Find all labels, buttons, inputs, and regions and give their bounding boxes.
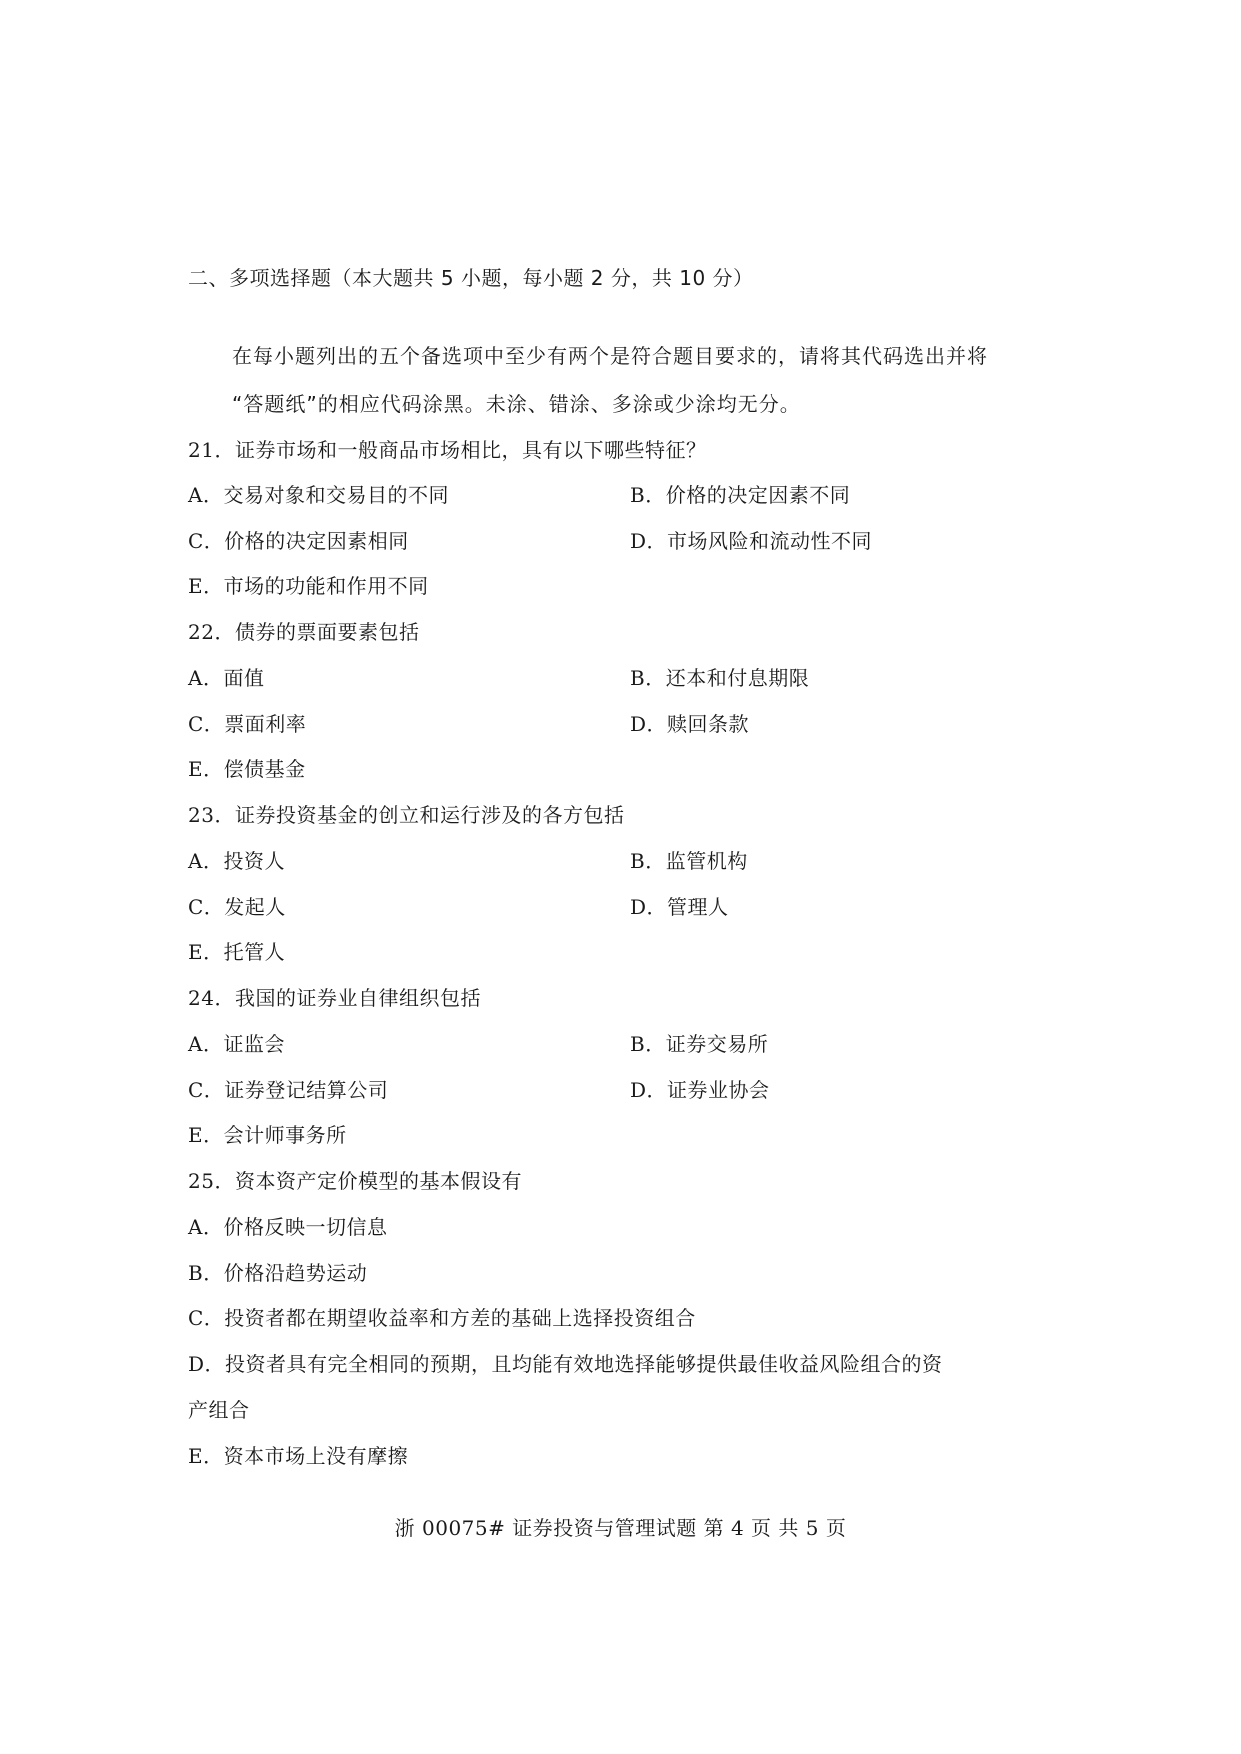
question-22-option-b: B．还本和付息期限 — [630, 666, 810, 690]
question-21-option-e: E．市场的功能和作用不同 — [188, 574, 429, 598]
question-24-option-b: B．证券交易所 — [630, 1032, 769, 1056]
question-22-stem: 22．债券的票面要素包括 — [188, 620, 420, 644]
question-25-option-e: E．资本市场上没有摩擦 — [188, 1444, 409, 1468]
page-footer: 浙 00075# 证券投资与管理试题 第 4 页 共 5 页 — [394, 1516, 847, 1540]
question-22-option-d: D．赎回条款 — [630, 712, 750, 736]
question-25-option-d-line-1: D．投资者具有完全相同的预期，且均能有效地选择能够提供最佳收益风险组合的资 — [188, 1352, 943, 1376]
question-24-option-a: A．证监会 — [188, 1032, 285, 1056]
question-21-option-c: C．价格的决定因素相同 — [188, 529, 409, 553]
question-25-option-a: A．价格反映一切信息 — [188, 1215, 388, 1239]
question-21-stem: 21．证券市场和一般商品市场相比，具有以下哪些特征？ — [188, 438, 707, 462]
question-23-stem: 23．证券投资基金的创立和运行涉及的各方包括 — [188, 803, 625, 827]
question-23-option-c: C．发起人 — [188, 895, 286, 919]
question-21-option-b: B．价格的决定因素不同 — [630, 483, 851, 507]
question-23-option-d: D．管理人 — [630, 895, 729, 919]
question-24-stem: 24．我国的证券业自律组织包括 — [188, 986, 481, 1010]
question-21-option-d: D．市场风险和流动性不同 — [630, 529, 873, 553]
question-22-option-a: A．面值 — [188, 666, 265, 690]
question-24-option-e: E．会计师事务所 — [188, 1123, 347, 1147]
question-23-option-a: A．投资人 — [188, 849, 285, 873]
question-22-option-e: E．偿债基金 — [188, 757, 306, 781]
question-25-option-c: C．投资者都在期望收益率和方差的基础上选择投资组合 — [188, 1306, 696, 1330]
question-23-option-e: E．托管人 — [188, 940, 286, 964]
question-24-option-d: D．证券业协会 — [630, 1078, 770, 1102]
question-23-option-b: B．监管机构 — [630, 849, 748, 873]
question-24-option-c: C．证券登记结算公司 — [188, 1078, 389, 1102]
section-title: 二、多项选择题（本大题共 5 小题，每小题 2 分，共 10 分） — [188, 266, 754, 290]
question-21-option-a: A．交易对象和交易目的不同 — [188, 483, 449, 507]
section-instruction-line-2: “答题纸”的相应代码涂黑。未涂、错涂、多涂或少涂均无分。 — [232, 392, 801, 416]
question-25-stem: 25．资本资产定价模型的基本假设有 — [188, 1169, 522, 1193]
question-25-option-b: B．价格沿趋势运动 — [188, 1261, 368, 1285]
question-25-option-d-line-2: 产组合 — [188, 1398, 250, 1422]
section-instruction-line-1: 在每小题列出的五个备选项中至少有两个是符合题目要求的，请将其代码选出并将 — [232, 344, 988, 368]
question-22-option-c: C．票面利率 — [188, 712, 307, 736]
